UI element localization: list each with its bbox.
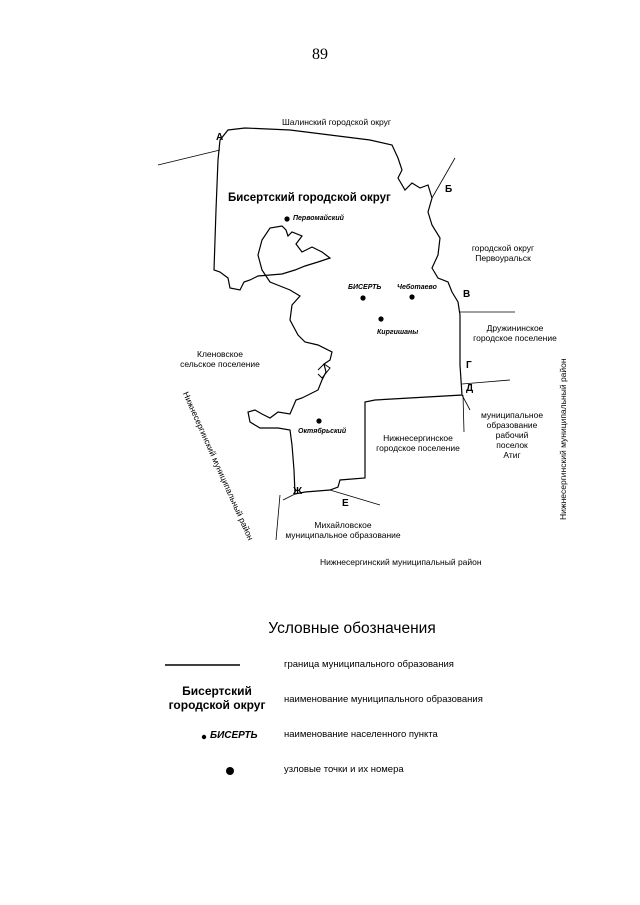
boundary-line-e — [330, 490, 380, 505]
label-nizhneserginsky-left: Нижнесергинский муниципальный район — [180, 390, 256, 542]
label-atig: муниципальное образование рабочий поселок Атиг — [480, 410, 544, 460]
label-pervouralsk: городской округ Первоуральск — [471, 243, 535, 263]
node-d: Д — [466, 383, 474, 394]
settlement-dot-bisert — [360, 295, 365, 300]
settlement-oktyabrsky: Октябрьский — [298, 428, 347, 435]
label-nizhneserginskoe: Нижнесергинское городское поселение — [376, 433, 460, 453]
settlement-kirgishany: Киргишаны — [377, 329, 419, 336]
settlement-bisert: БИСЕРТЬ — [348, 284, 382, 291]
settlement-chebotaevo: Чеботаево — [397, 284, 437, 291]
settlement-pervomaysky: Первомайский — [293, 215, 344, 222]
legend-node-label: узловые точки и их номера — [284, 764, 404, 775]
node-v: В — [463, 289, 471, 300]
legend-settlement-sample: БИСЕРТЬ — [210, 730, 258, 741]
label-mikhaylovskoe: Михайловское муниципальное образование — [285, 520, 401, 540]
legend-boundary-label: граница муниципального образования — [284, 659, 454, 670]
legend-name-label: наименование муниципального образования — [284, 694, 483, 705]
legend-settlement-dot — [202, 735, 206, 739]
legend-title: Условные обозначения — [268, 620, 436, 637]
node-a: А — [216, 132, 224, 143]
settlement-dot-oktyabrsky — [316, 418, 321, 423]
label-shalinsky: Шалинский городской округ — [282, 117, 391, 127]
settlement-dot-kirgishany — [378, 316, 383, 321]
settlement-dot-chebotaevo — [409, 294, 414, 299]
label-main-okrug: Бисертский городской округ — [228, 192, 391, 204]
label-druzhinino: Дружининское городское поселение — [473, 323, 557, 343]
boundary-line-atig — [463, 395, 464, 432]
node-zh: Ж — [293, 486, 303, 497]
node-g: Г — [466, 360, 472, 371]
legend-node-dot — [226, 767, 234, 775]
boundary-line-a — [158, 150, 220, 165]
legend-settlement-label: наименование населенного пункта — [284, 729, 438, 740]
settlement-dot-pervomaysky — [284, 216, 289, 221]
label-nizhneserginsky-bottom: Нижнесергинский муниципальный район — [320, 557, 482, 567]
label-klenovskoe: Кленовское сельское поселение — [180, 349, 260, 369]
label-nizhneserginsky-right: Нижнесергинский муниципальный район — [558, 358, 568, 520]
page-number: 89 — [312, 46, 328, 63]
legend-name-sample: Бисертский городской округ — [168, 684, 266, 712]
node-e: Е — [342, 498, 349, 509]
node-b: Б — [445, 184, 453, 195]
